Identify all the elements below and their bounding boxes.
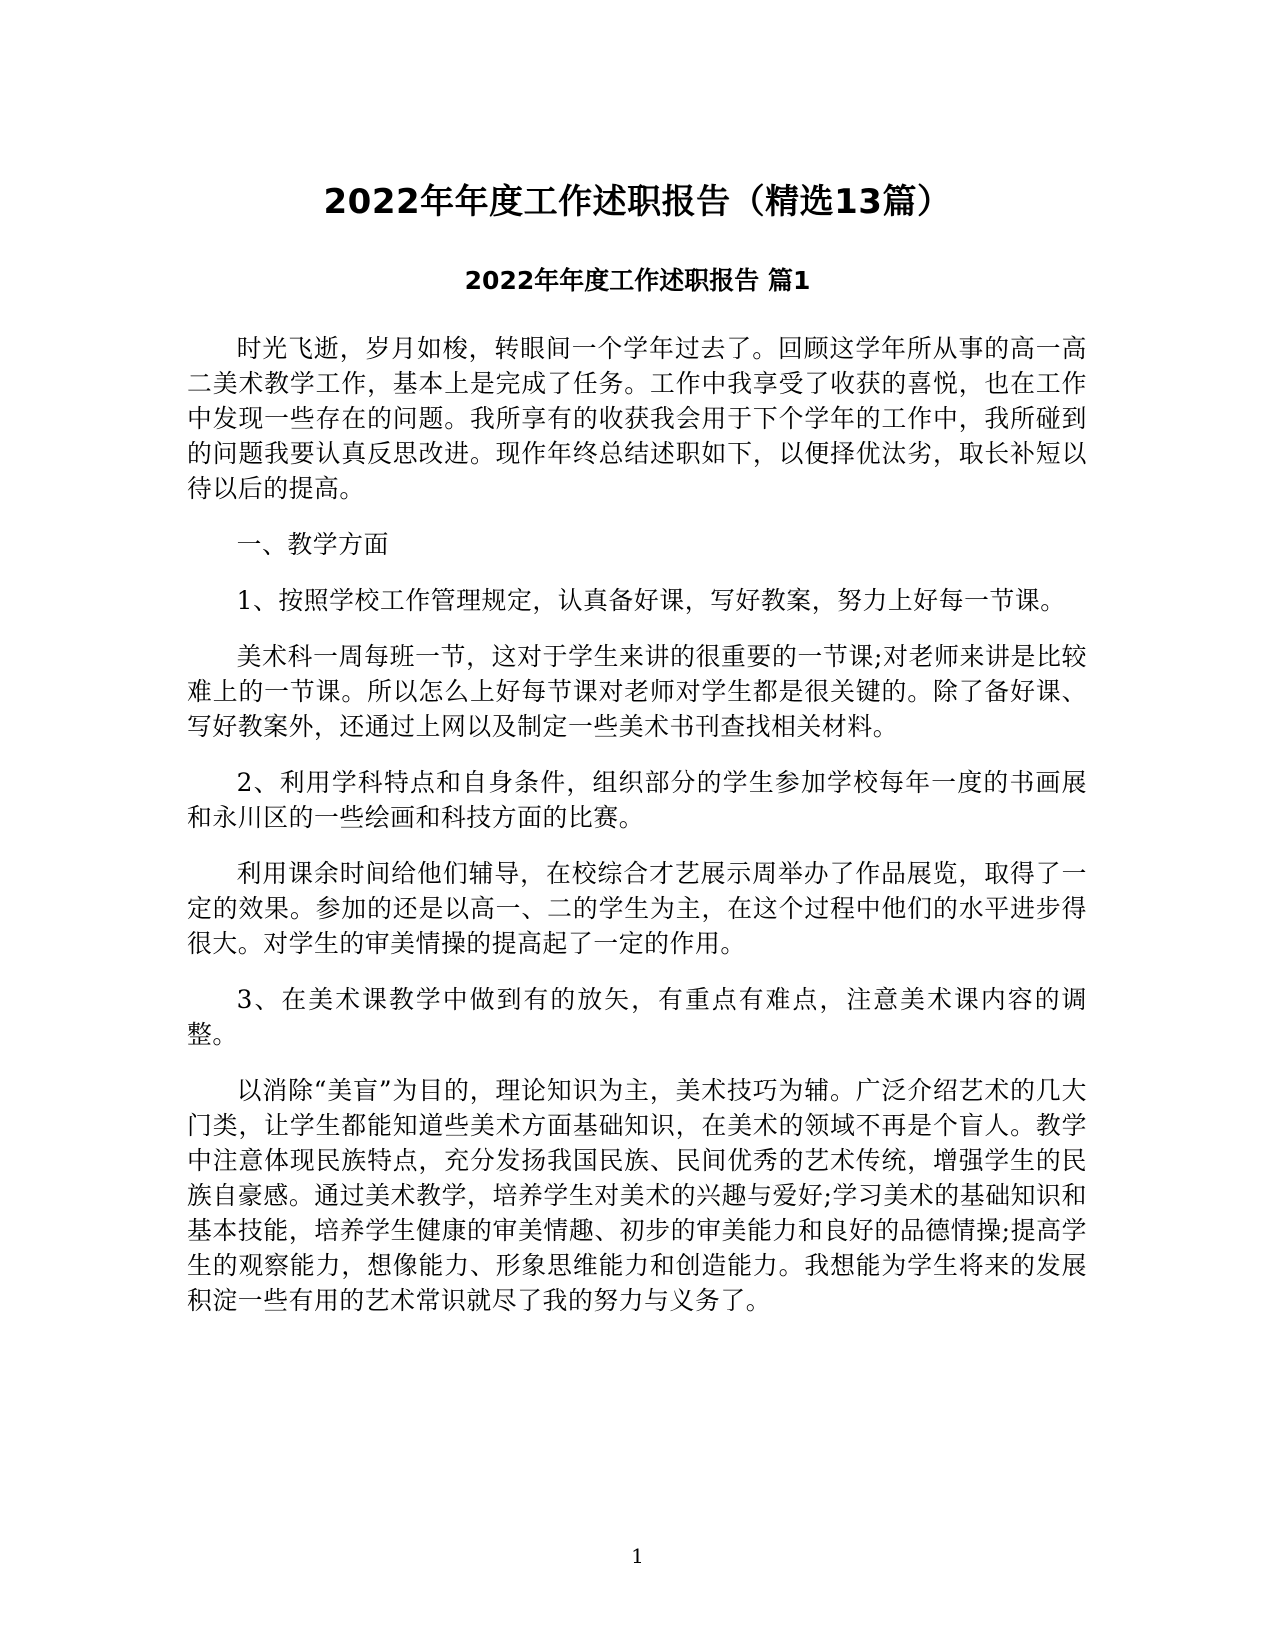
paragraph-item-3: 3、在美术课教学中做到有的放矢，有重点有难点，注意美术课内容的调整。 [187, 985, 1087, 1049]
page-number: 1 [631, 1544, 644, 1568]
paragraph-item-2-detail: 利用课余时间给他们辅导，在校综合才艺展示周举办了作品展览，取得了一定的效果。参加的还是以高一、二的学生为主，在这个过程中他们的水平进步得很大。对学生的审美情操的提高起了一定的作用。 [187, 859, 1087, 958]
section-title: 2022年年度工作述职报告 篇1 [464, 266, 811, 295]
paragraph-item-3-detail: 以消除“美盲”为目的，理论知识为主，美术技巧为辅。广泛介绍艺术的几大门类，让学生都能知道些美术方面基础知识，在美术的领域不再是个盲人。教学中注意体现民族特点，充分发扬我国民族、民间优秀的艺术传统，增强学生的民族自豪感。通过美术教学，培养学生对美术的兴趣与爱好;学习美术的基础知识和基本技能，培养学生健康的审美情趣、初步的审美能力和良好的品德情操;提高学生的观察能力，想像能力、形象思维能力和创造能力。我想能为学生将来的发展积淀一些有用的艺术常识就尽了我的努力与义务了。 [187, 1076, 1087, 1315]
paragraph-item-2: 2、利用学科特点和自身条件，组织部分的学生参加学校每年一度的书画展和永川区的一些绘画和科技方面的比赛。 [187, 768, 1087, 832]
paragraph-item-1-detail: 美术科一周每班一节，这对于学生来讲的很重要的一节课;对老师来讲是比较难上的一节课。所以怎么上好每节课对老师对学生都是很关键的。除了备好课、写好教案外，还通过上网以及制定一些美术书刊查找相关材料。 [187, 642, 1087, 741]
paragraph-intro: 时光飞逝，岁月如梭，转眼间一个学年过去了。回顾这学年所从事的高一高二美术教学工作，基本上是完成了任务。工作中我享受了收获的喜悦，也在工作中发现一些存在的问题。我所享有的收获我会用于下个学年的工作中，我所碰到的问题我要认真反思改进。现作年终总结述职如下，以便择优汰劣，取长补短以待以后的提高。 [187, 334, 1087, 503]
paragraph-heading-teaching: 一、教学方面 [236, 530, 389, 559]
document-body [187, 331, 1087, 1339]
paragraph-item-1: 1、按照学校工作管理规定，认真备好课，写好教案，努力上好每一节课。 [236, 586, 1066, 615]
document-title: 2022年年度工作述职报告（精选13篇） [323, 182, 952, 222]
